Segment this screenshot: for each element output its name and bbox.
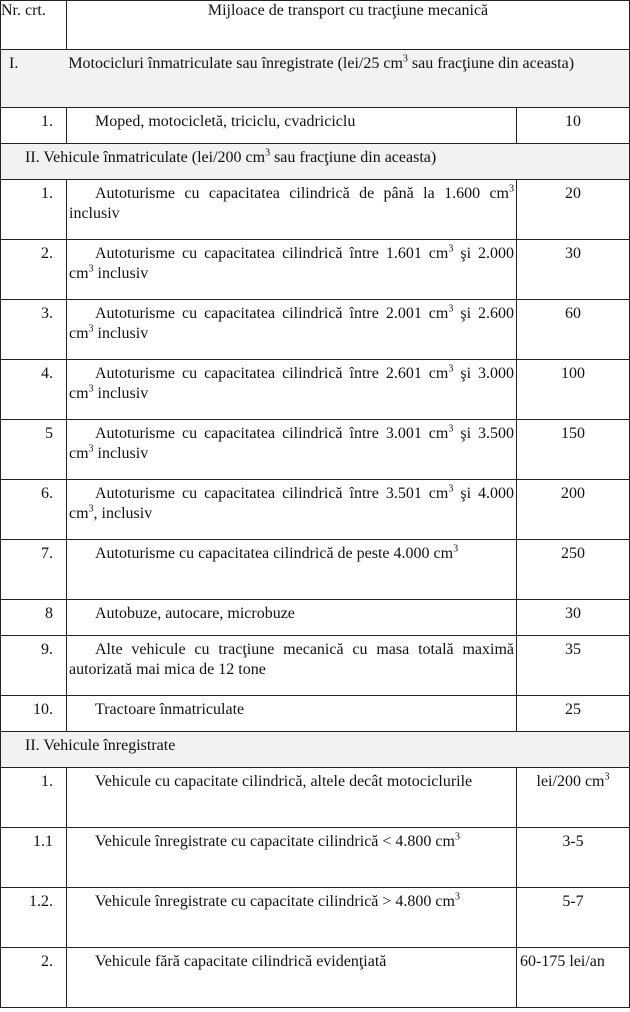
table-row	[1, 948, 630, 1008]
row-value: 150	[517, 420, 630, 480]
section-text: Vehicule înregistrate	[43, 737, 176, 754]
description-text: Vehicule înregistrate cu capacitate cilindrică > 4.800 cm	[95, 893, 455, 910]
description-text: inclusiv	[93, 385, 149, 402]
description-text: Autoturisme cu capacitatea cilindrică între 3.501 cm	[95, 485, 449, 502]
superscript: 3	[604, 771, 610, 783]
row-number: 6.	[1, 480, 67, 540]
description-text: inclusiv	[69, 205, 120, 222]
column-header-title: Mijloace de transport cu tracţiune mecanică	[67, 1, 630, 50]
row-value: 100	[517, 360, 630, 420]
section-suffix: sau fracţiune din aceasta)	[407, 55, 575, 72]
description-text: Moped, motocicletă, triciclu, cvadriciclu	[95, 113, 356, 130]
row-value: 5-7	[517, 888, 630, 948]
description-text: şi 2.600 cm	[69, 305, 515, 342]
column-header-nr: Nr. crt.	[1, 1, 67, 50]
header-row	[1, 1, 630, 50]
description-text: inclusiv	[93, 265, 149, 282]
superscript: 3	[454, 891, 460, 903]
row-description	[67, 636, 517, 696]
row-number: 9.	[1, 636, 67, 696]
row-number: 7.	[1, 540, 67, 600]
row-number: 2.	[1, 948, 67, 1008]
row-value: 200	[517, 480, 630, 540]
section-text: Vehicule înmatriculate (lei/200 cm	[43, 149, 266, 166]
row-description	[67, 420, 517, 480]
description-text: Vehicule cu capacitate cilindrică, altele decât motociclurile	[95, 773, 473, 790]
section-heading	[1, 732, 630, 768]
row-description	[67, 600, 517, 636]
section-text: Motocicluri înmatriculate sau înregistrate (lei/25 cm	[68, 55, 403, 72]
table-row	[1, 300, 630, 360]
description-text: Autoturisme cu capacitatea cilindrică de peste 4.000 cm	[95, 545, 454, 562]
row-description	[67, 696, 517, 732]
superscript: 3	[88, 503, 94, 515]
table-row	[1, 540, 630, 600]
section-row	[1, 144, 630, 180]
section-prefix: I.	[9, 55, 19, 72]
superscript: 3	[88, 383, 94, 395]
table-row	[1, 480, 630, 540]
row-number: 5	[1, 420, 67, 480]
superscript: 3	[448, 243, 454, 255]
row-description	[67, 768, 517, 828]
description-text: Alte vehicule cu tracţiune mecanică cu masa totală maximă autorizată mai mica de 12 tone	[69, 641, 514, 678]
section-row	[1, 50, 630, 108]
description-text: Autoturisme cu capacitatea cilindrică între 2.001 cm	[95, 305, 449, 322]
table-row	[1, 696, 630, 732]
superscript: 3	[88, 323, 94, 335]
table-row	[1, 420, 630, 480]
superscript: 3	[454, 831, 460, 843]
superscript: 3	[88, 443, 94, 455]
description-text: şi 3.000 cm	[69, 365, 515, 402]
row-value: 250	[517, 540, 630, 600]
superscript: 3	[453, 543, 459, 555]
table-row	[1, 828, 630, 888]
description-text: Vehicule fără capacitate cilindrică evidenţiată	[95, 953, 387, 970]
row-number: 10.	[1, 696, 67, 732]
row-value: 35	[517, 636, 630, 696]
section-prefix: II.	[25, 737, 40, 754]
row-number: 4.	[1, 360, 67, 420]
row-number: 1.	[1, 180, 67, 240]
section-prefix: II.	[25, 149, 40, 166]
superscript: 3	[448, 483, 454, 495]
table-row	[1, 240, 630, 300]
row-number: 1.1	[1, 828, 67, 888]
superscript: 3	[402, 53, 408, 65]
table-row	[1, 888, 630, 948]
description-text: Tractoare înmatriculate	[95, 701, 245, 718]
row-value: 60	[517, 300, 630, 360]
row-description	[67, 108, 517, 144]
row-description	[67, 480, 517, 540]
section-row	[1, 732, 630, 768]
description-text: inclusiv	[93, 445, 149, 462]
row-number: 1.	[1, 768, 67, 828]
description-text: şi 4.000 cm	[69, 485, 515, 522]
description-text: Autoturisme cu capacitatea cilindrică între 2.601 cm	[95, 365, 449, 382]
row-description	[67, 828, 517, 888]
row-number: 8	[1, 600, 67, 636]
value-text: lei/200 cm	[536, 773, 605, 790]
section-heading	[1, 50, 630, 108]
row-value: 20	[517, 180, 630, 240]
row-number: 2.	[1, 240, 67, 300]
row-description	[67, 180, 517, 240]
description-text: Vehicule înregistrate cu capacitate cilindrică < 4.800 cm	[95, 833, 455, 850]
section-suffix: sau fracţiune din aceasta)	[270, 149, 437, 166]
table-row	[1, 360, 630, 420]
description-text: inclusiv	[93, 325, 149, 342]
table-row	[1, 636, 630, 696]
row-description	[67, 948, 517, 1008]
table-row	[1, 108, 630, 144]
description-text: şi 3.500 cm	[69, 425, 515, 462]
row-value: 30	[517, 600, 630, 636]
row-value: 10	[517, 108, 630, 144]
row-value: 60-175 lei/an	[517, 948, 630, 1008]
section-heading	[1, 144, 630, 180]
table-row	[1, 768, 630, 828]
row-description	[67, 540, 517, 600]
description-text: , inclusiv	[93, 505, 153, 522]
row-description	[67, 360, 517, 420]
superscript: 3	[509, 183, 514, 195]
row-value: 30	[517, 240, 630, 300]
row-number: 3.	[1, 300, 67, 360]
row-description	[67, 888, 517, 948]
row-value: 25	[517, 696, 630, 732]
row-value: 3-5	[517, 828, 630, 888]
table-row	[1, 600, 630, 636]
superscript: 3	[265, 147, 271, 159]
row-description	[67, 240, 517, 300]
description-text: Autoturisme cu capacitatea cilindrică între 3.001 cm	[95, 425, 449, 442]
superscript: 3	[88, 263, 94, 275]
superscript: 3	[448, 303, 454, 315]
row-value	[517, 768, 630, 828]
superscript: 3	[448, 423, 454, 435]
table-row	[1, 180, 630, 240]
row-number: 1.2.	[1, 888, 67, 948]
row-number: 1.	[1, 108, 67, 144]
description-text: Autoturisme cu capacitatea cilindrică de până la 1.600 cm	[95, 185, 509, 202]
description-text: Autoturisme cu capacitatea cilindrică între 1.601 cm	[95, 245, 449, 262]
row-description	[67, 300, 517, 360]
superscript: 3	[448, 363, 454, 375]
description-text: şi 2.000 cm	[69, 245, 515, 282]
description-text: Autobuze, autocare, microbuze	[95, 605, 295, 622]
